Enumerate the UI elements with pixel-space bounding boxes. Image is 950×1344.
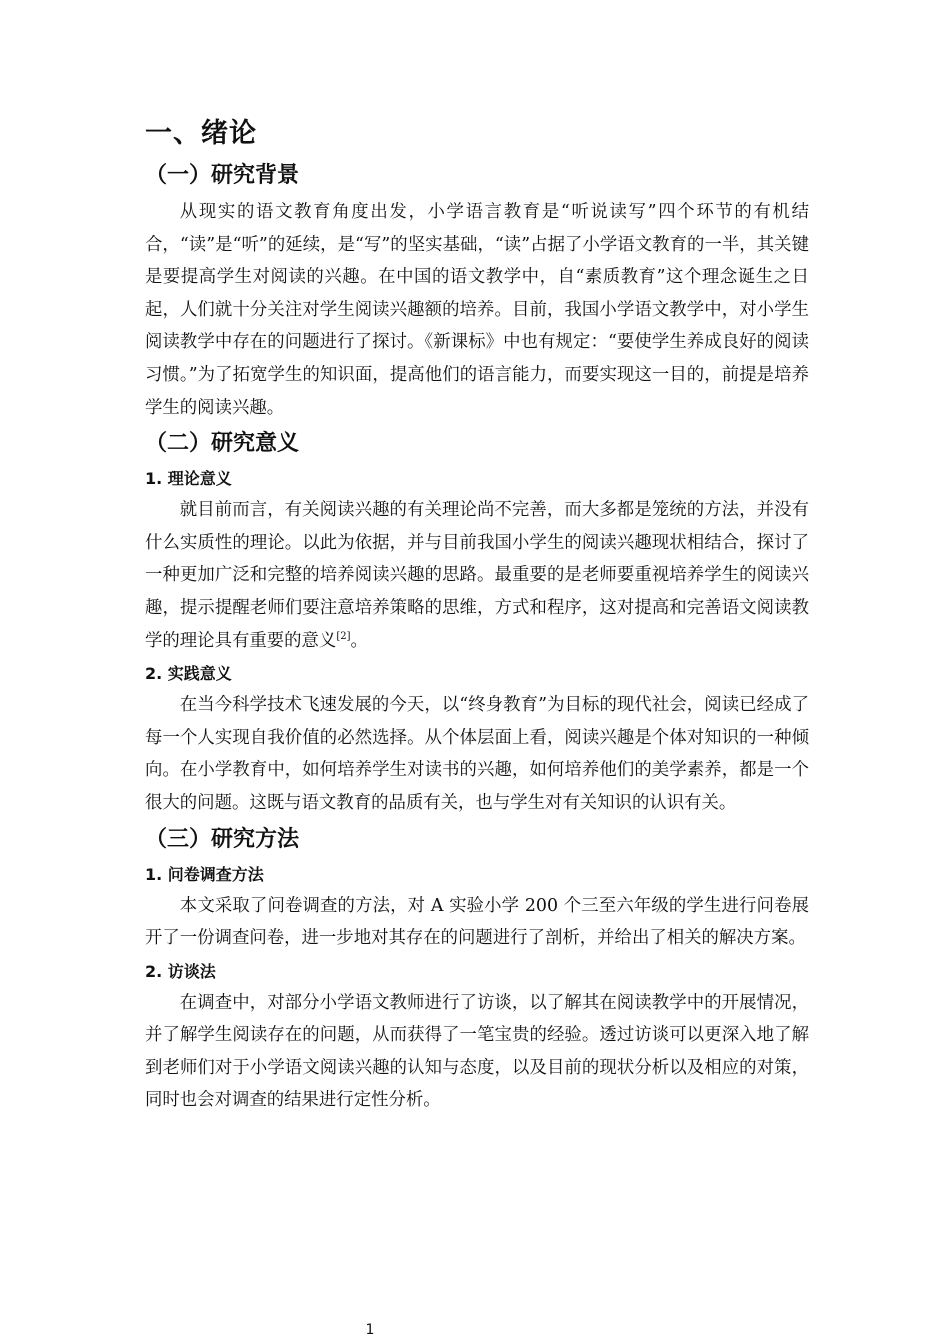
- chapter-title: 一、绪论: [145, 118, 257, 149]
- section-heading-methods: （三）研究方法: [145, 826, 300, 852]
- subsection-heading-interview: 2. 访谈法: [145, 961, 216, 981]
- paragraph-background: 从现实的语文教育角度出发，小学语言教育是“听说读写”四个环节的有机结合，“读”是“听”的延续，是“写”的坚实基础，“读”占据了小学语文教育的一半，其关键是要提高学生对阅读的兴趣。在中国的语文教学中，自“素质教育”这个理念诞生之日起，人们就十分关注对学生阅读兴趣额的培养。目前，我国小学语文教学中，对小学生阅读教学中存在的问题进行了探讨。《新课标》中也有规定：“要使学生养成良好的阅读习惯。”为了拓宽学生的知识面，提高他们的语言能力，而要实现这一目的，前提是培养学生的阅读兴趣。: [145, 202, 809, 418]
- section-heading-significance: （二）研究意义: [145, 431, 300, 457]
- citation-ref: [2]: [336, 630, 351, 642]
- paragraph-interview: 在调查中，对部分小学语文教师进行了访谈，以了解其在阅读教学中的开展情况，并了解学生阅读存在的问题，从而获得了一笔宝贵的经验。透过访谈可以更深入地了解到老师们对于小学语文阅读兴趣的认知与态度，以及目前的现状分析以及相应的对策，同时也会对调查的结果进行定性分析。: [145, 992, 809, 1111]
- subsection-heading-questionnaire: 1. 问卷调查方法: [145, 864, 264, 884]
- page-number: 1: [365, 1322, 375, 1338]
- paragraph-theory-tail: 。: [350, 630, 368, 651]
- subsection-heading-practice: 2. 实践意义: [145, 664, 232, 684]
- paragraph-theory: [145, 494, 809, 657]
- paragraph-practice: 在当今科学技术飞速发展的今天，以“终身教育”为目标的现代社会，阅读已经成了每一个人实现自我价值的必然选择。从个体层面上看，阅读兴趣是个体对知识的一种倾向。在小学教育中，如何培养学生对读书的兴趣，如何培养他们的美学素养，都是一个很大的问题。这既与语文教育的品质有关，也与学生对有关知识的认识有关。: [145, 695, 809, 813]
- page-content: [145, 114, 809, 1119]
- paragraph-theory-text: 就目前而言，有关阅读兴趣的有关理论尚不完善，而大多都是笼统的方法，并没有什么实质性的理论。以此为依据，并与目前我国小学生的阅读兴趣现状相结合，探讨了一种更加广泛和完整的培养阅读兴趣的思路。最重要的是老师要重视培养学生的阅读兴趣，提示提醒老师们要注意培养策略的思维，方式和程序，这对提高和完善语文阅读教学的理论具有重要的意义: [145, 500, 809, 651]
- subsection-heading-theory: 1. 理论意义: [145, 469, 232, 489]
- section-heading-background: （一）研究背景: [145, 163, 300, 188]
- paragraph-questionnaire: 本文采取了问卷调查的方法，对 A 实验小学 200 个三至六年级的学生进行问卷展开了一份调查问卷，进一步地对其存在的问题进行了剖析，并给出了相关的解决方案。: [145, 895, 809, 949]
